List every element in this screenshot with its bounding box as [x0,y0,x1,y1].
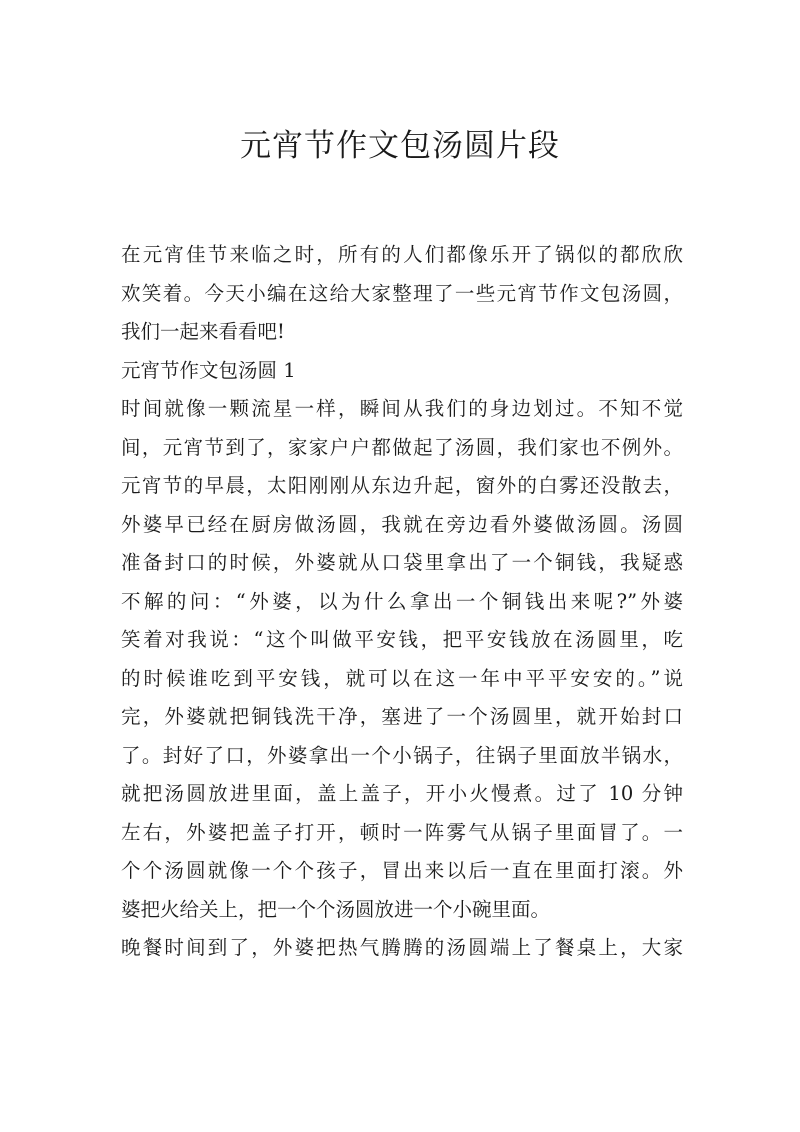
text-line: 时间就像一颗流星一样，瞬间从我们的身边划过。不知不觉 [121,397,683,420]
text-line: 笑着对我说：“这个叫做平安钱，把平安钱放在汤圆里，吃 [121,628,683,651]
text-line: 的时候谁吃到平安钱，就可以在这一年中平平安安的。”说 [121,666,683,690]
section-heading [121,352,683,391]
text-line: 个个汤圆就像一个个孩子，冒出来以后一直在里面打滚。外 [121,859,683,882]
text-line: 左右，外婆把盖子打开，顿时一阵雾气从锅子里面冒了。一 [121,820,683,844]
text-line: 准备封口的时候，外婆就从口袋里拿出了一个铜钱，我疑惑 [121,551,683,574]
document-title: 元宵节作文包汤圆片段 [240,128,560,164]
text-line: 在元宵佳节来临之时，所有的人们都像乐开了锅似的都欣欣 [121,243,683,266]
text-line: 不解的问：“外婆，以为什么拿出一个铜钱出来呢?”外婆 [121,589,683,613]
text-line: 了。封好了口，外婆拿出一个小锅子，往锅子里面放半锅水， [121,743,683,767]
text-line: 完，外婆就把铜钱洗干净，塞进了一个汤圆里，就开始封口 [121,705,683,728]
text-line: 我们一起来看看吧! [121,320,285,343]
text-line: 元宵节作文包汤圆 1 [121,358,296,382]
paragraph-dinner [121,929,683,968]
text-line: 晚餐时间到了，外婆把热气腾腾的汤圆端上了餐桌上，大家 [121,936,683,959]
text-line: 婆把火给关上，把一个个汤圆放进一个小碗里面。 [121,897,551,921]
document-body [121,236,683,968]
text-line: 就把汤圆放进里面，盖上盖子，开小火慢煮。过了 10 分钟 [121,782,683,805]
text-line: 外婆早已经在厨房做汤圆，我就在旁边看外婆做汤圆。汤圆 [121,512,683,536]
text-line: 元宵节的早晨，太阳刚刚从东边升起，窗外的白雾还没散去， [121,474,683,497]
paragraph-intro [121,236,683,352]
paragraph-story [121,390,683,929]
text-line: 间，元宵节到了，家家户户都做起了汤圆，我们家也不例外。 [121,435,683,459]
text-line: 欢笑着。今天小编在这给大家整理了一些元宵节作文包汤圆， [121,281,683,305]
